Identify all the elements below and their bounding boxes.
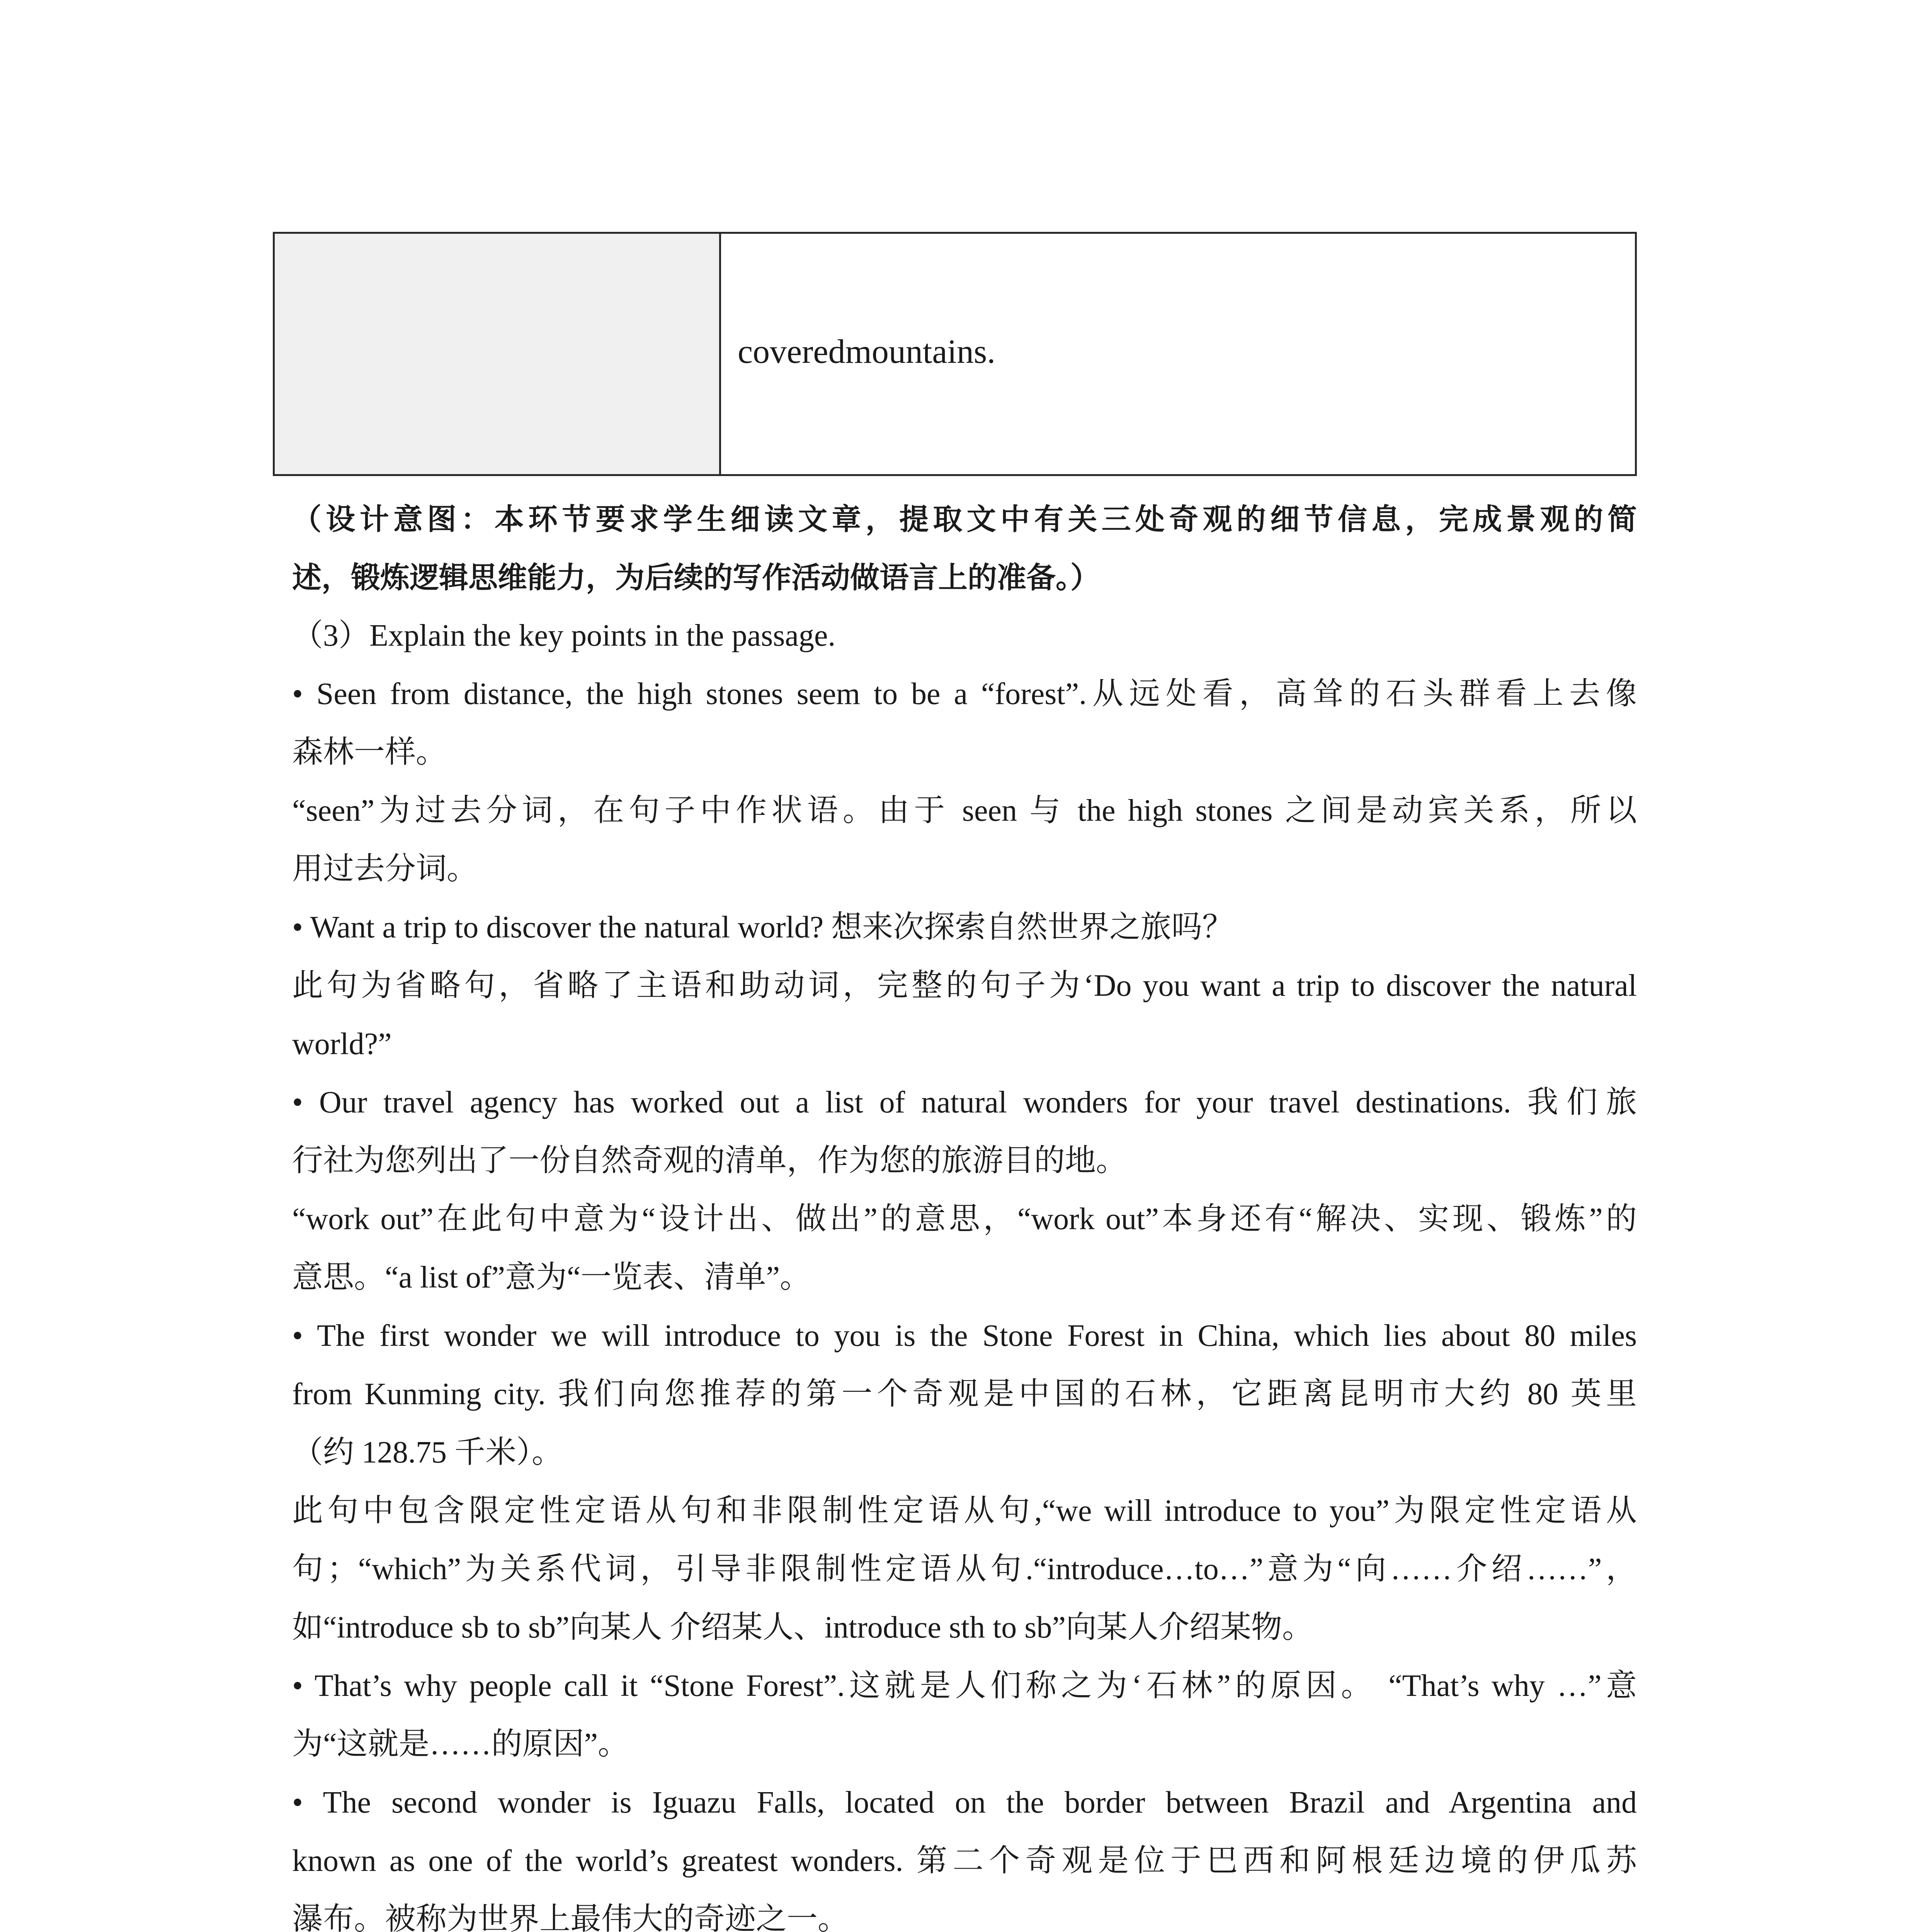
text-line: （约 128.75 千米）。	[292, 1435, 563, 1469]
text-line: 此句中包含限定性定语从句和非限制性定语从句,“we will introduce to you”为限定性定语从	[292, 1494, 1637, 1528]
body-text	[292, 490, 1637, 1932]
text-line: 瀑布。被称为世界上最伟大的奇迹之一。	[292, 1902, 849, 1932]
bullet-line: • Seen from distance, the high stones seem to be a “forest”.从远处看，高耸的石头群看上去像	[292, 677, 1637, 711]
design-intent-line: 述，锻炼逻辑思维能力，为后续的写作活动做语言上的准备。）	[292, 560, 1100, 595]
text-line: “work out”在此句中意为“设计出、做出”的意思，“work out”本身还有“解决、实现、锻炼”的	[292, 1202, 1637, 1236]
preceding-table-fragment	[273, 232, 1637, 476]
text-line: 用过去分词。	[292, 852, 478, 886]
text-line: 此句为省略句，省略了主语和助动词，完整的句子为‘Do you want a trip to discover the natural	[292, 969, 1637, 1003]
table-left-cell	[275, 234, 721, 474]
text-line: known as one of the world’s greatest wonders. 第二个奇观是位于巴西和阿根廷边境的伊瓜苏	[292, 1844, 1637, 1878]
bullet-line: • Want a trip to discover the natural world? 想来次探索自然世界之旅吗？	[292, 910, 1233, 944]
text-line: 行社为您列出了一份自然奇观的清单，作为您的旅游目的地。	[292, 1144, 1127, 1178]
text-line: 句；“which”为关系代词，引导非限制性定语从句.“introduce…to…”意为“向……介绍……”，	[292, 1552, 1637, 1586]
bullet-line: • The first wonder we will introduce to you is the Stone Forest in China, which lies about 80 miles	[292, 1319, 1637, 1353]
text-line: 为“这就是……的原因”。	[292, 1727, 629, 1761]
section-heading: （3）Explain the key points in the passage.	[292, 619, 836, 653]
text-line: 森林一样。	[292, 735, 447, 769]
text-line: 意思。“a list of”意为“一览表、清单”。	[292, 1260, 811, 1294]
bullet-line: • That’s why people call it “Stone Forest”.这就是人们称之为‘石林”的原因。 “That’s why …”意	[292, 1669, 1637, 1703]
table-right-cell	[721, 234, 1635, 474]
bullet-line: • The second wonder is Iguazu Falls, located on the border between Brazil and Argentina and	[292, 1786, 1637, 1820]
text-line: 如“introduce sb to sb”向某人 介绍某人、introduce sth to sb”向某人介绍某物。	[292, 1611, 1313, 1645]
bullet-line: • Our travel agency has worked out a list of natural wonders for your travel destinations. 我们旅	[292, 1085, 1637, 1119]
text-line: “seen”为过去分词，在句子中作状语。由于 seen 与 the high stones 之间是动宾关系，所以	[292, 794, 1637, 828]
table-cell-text: coveredmountains.	[738, 333, 996, 371]
text-line: world?”	[292, 1027, 392, 1061]
design-intent-line: （设计意图：本环节要求学生细读文章，提取文中有关三处奇观的细节信息，完成景观的简	[292, 502, 1637, 536]
text-line: from Kunming city. 我们向您推荐的第一个奇观是中国的石林，它距离昆明市大约 80 英里	[292, 1377, 1637, 1411]
